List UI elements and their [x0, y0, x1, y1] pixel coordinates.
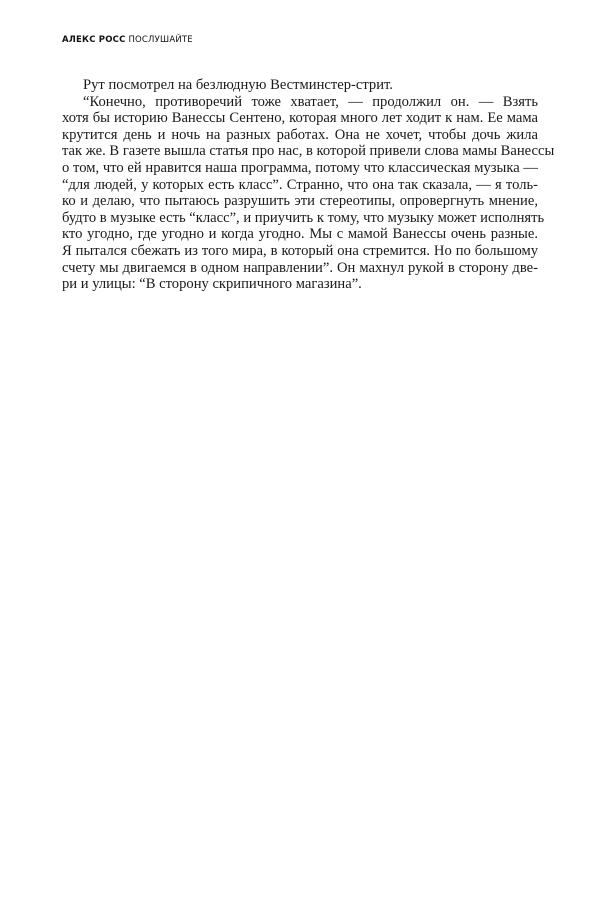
paragraph-2 [62, 93, 555, 293]
text-line: крутится день и ночь на разных работах. Она не хочет, чтобы дочь жила [62, 126, 538, 143]
text-line: будто в музыке есть “класс”, и приучить к тому, что музыку может исполнять [62, 209, 545, 226]
paragraph-1 [62, 77, 538, 94]
text-line: хотя бы историю Ванессы Сентено, которая много лет ходит к нам. Ее мама [62, 110, 538, 127]
running-head [62, 35, 193, 45]
text-line: счету мы двигаемся в одном направлении”. Он махнул рукой в сторону две- [62, 259, 538, 276]
body-text [62, 77, 555, 293]
text-line: кто угодно, где угодно и когда угодно. Мы с мамой Ванессы очень разные. [62, 226, 538, 243]
text-line: о том, что ей нравится наша программа, потому что классическая музыка — [62, 159, 538, 176]
running-head-title: ПОСЛУШАЙТЕ [128, 35, 193, 45]
text-line: так же. В газете вышла статья про нас, в которой привели слова мамы Ванессы [62, 143, 555, 160]
text-line: Я пытался сбежать из того мира, в который она стремится. Но по большому [62, 242, 538, 259]
text-line: ри и улицы: “В сторону скрипичного магазина”. [62, 276, 362, 293]
text-line: “для людей, у которых есть класс”. Странно, что она так сказала, — я толь- [62, 176, 538, 193]
text-line: “Конечно, противоречий тоже хватает, — продолжил он. — Взять [83, 93, 538, 110]
text-line: Рут посмотрел на безлюдную Вестминстер-стрит. [83, 77, 393, 93]
running-head-author: АЛЕКС РОСС [62, 35, 126, 45]
text-line: ко и делаю, что пытаюсь разрушить эти стереотипы, опровергнуть мнение, [62, 193, 538, 210]
